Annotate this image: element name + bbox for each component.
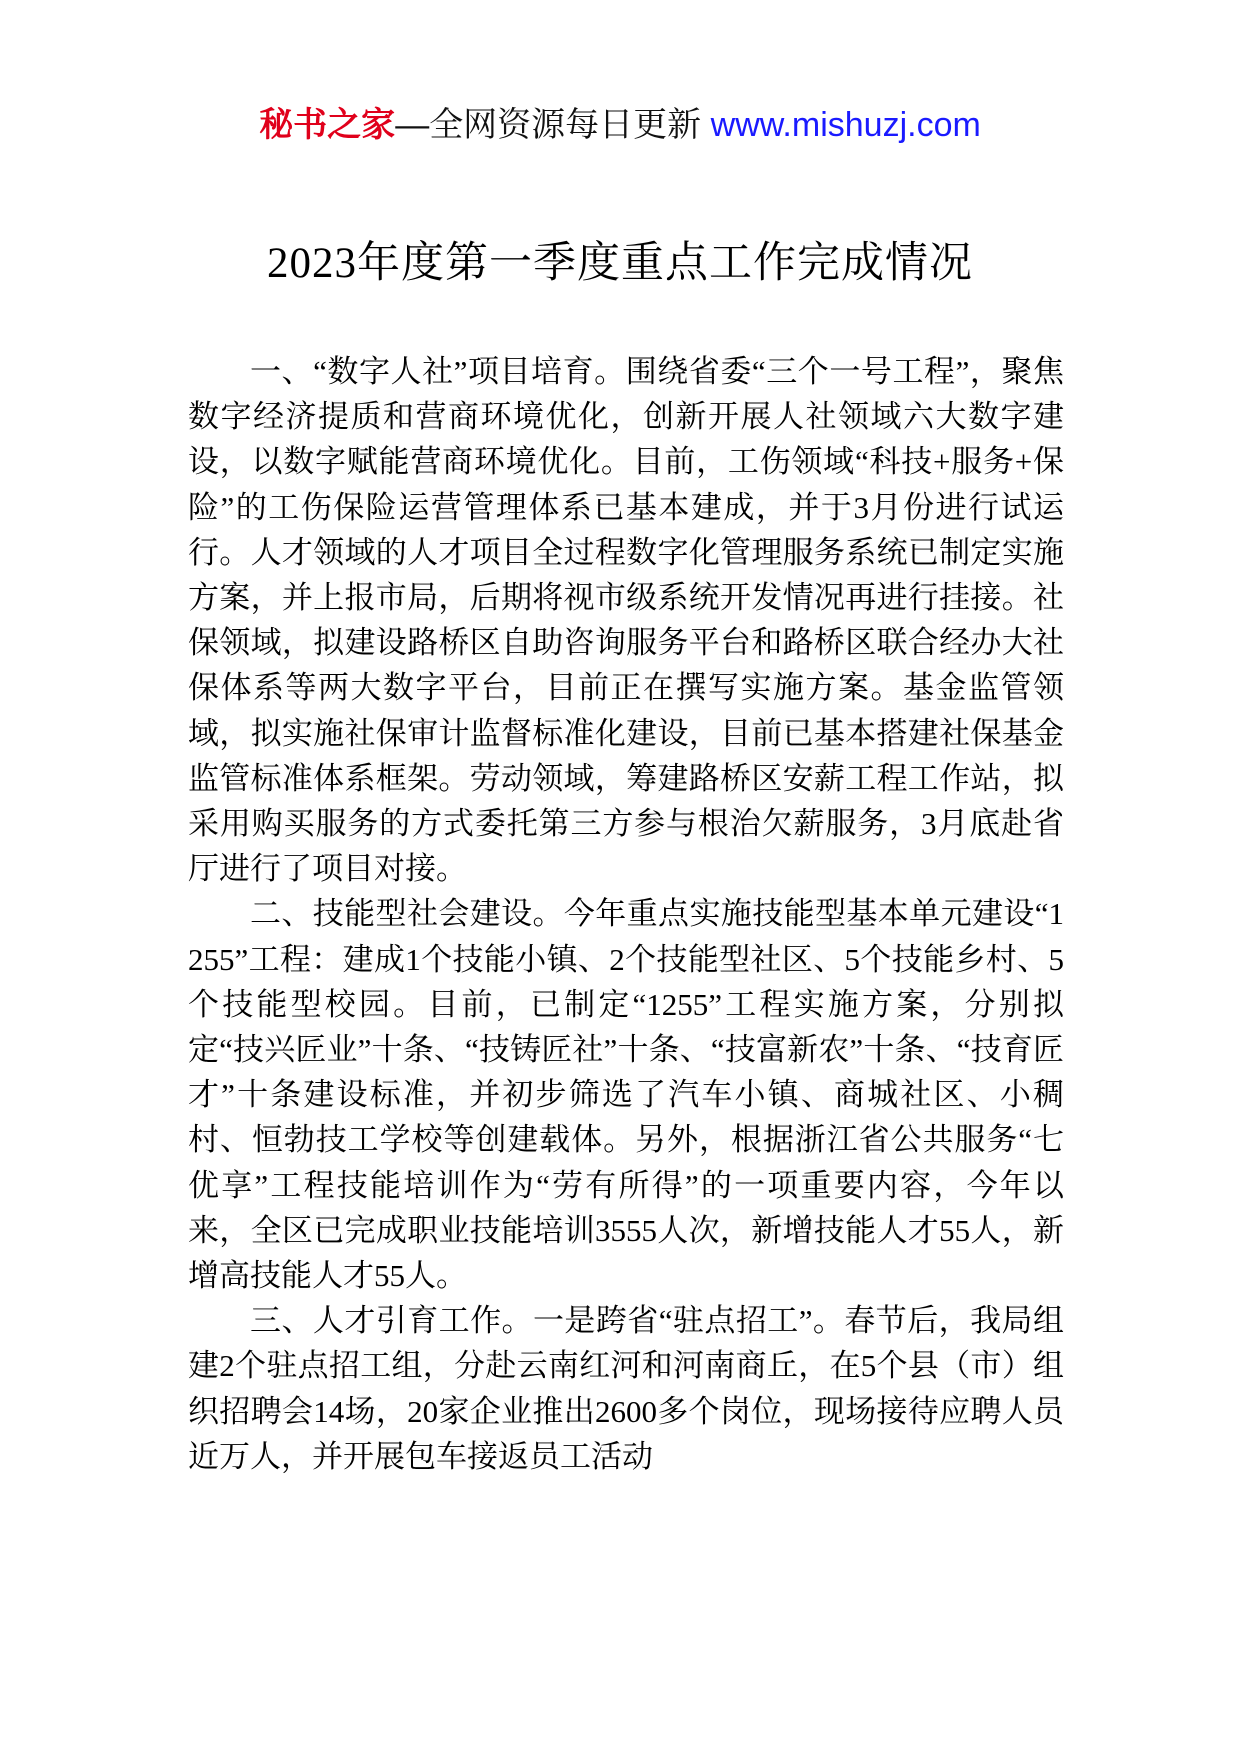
document-title: 2023年度第一季度重点工作完成情况: [267, 240, 973, 287]
site-url-link[interactable]: www.mishuzj.com: [710, 106, 981, 144]
document-body: [188, 349, 1064, 1479]
site-brand: 秘书之家: [259, 106, 396, 144]
site-header: [0, 100, 1240, 150]
paragraph-1: 一、“数字人社”项目培育。围绕省委“三个一号工程”，聚焦数字经济提质和营商环境优化，创新开展人社领域六大数字建设，以数字赋能营商环境优化。目前，工伤领域“科技+服务+保险”的工伤保险运营管理体系已基本建成，并于3月份进行试运行。人才领域的人才项目全过程数字化管理服务系统已制定实施方案，并上报市局，后期将视市级系统开发情况再进行挂接。社保领域，拟建设路桥区自助咨询服务平台和路桥区联合经办大社保体系等两大数字平台，目前正在撰写实施方案。基金监管领域，拟实施社保审计监督标准化建设，目前已基本搭建社保基金监管标准体系框架。劳动领域，筹建路桥区安薪工程工作站，拟采用购买服务的方式委托第三方参与根治欠薪服务，3月底赴省厅进行了项目对接。: [188, 354, 1064, 887]
paragraph-3: 三、人才引育工作。一是跨省“驻点招工”。春节后，我局组建2个驻点招工组，分赴云南红河和河南商丘，在5个县（市）组织招聘会14场，20家企业推出2600多个岗位，现场接待应聘人员近万人，并开展包车接返员工活动: [188, 1303, 1064, 1474]
site-slogan: —全网资源每日更新: [395, 106, 702, 144]
paragraph-2: 二、技能型社会建设。今年重点实施技能型基本单元建设“1255”工程：建成1个技能小镇、2个技能型社区、5个技能乡村、5个技能型校园。目前，已制定“1255”工程实施方案，分别拟定“技兴匠业”十条、“技铸匠社”十条、“技富新农”十条、“技育匠才”十条建设标准，并初步筛选了汽车小镇、商城社区、小稠村、恒勃技工学校等创建载体。另外，根据浙江省公共服务“七优享”工程技能培训作为“劳有所得”的一项重要内容，今年以来，全区已完成职业技能培训3555人次，新增技能人才55人，新增高技能人才55人。: [188, 896, 1064, 1294]
